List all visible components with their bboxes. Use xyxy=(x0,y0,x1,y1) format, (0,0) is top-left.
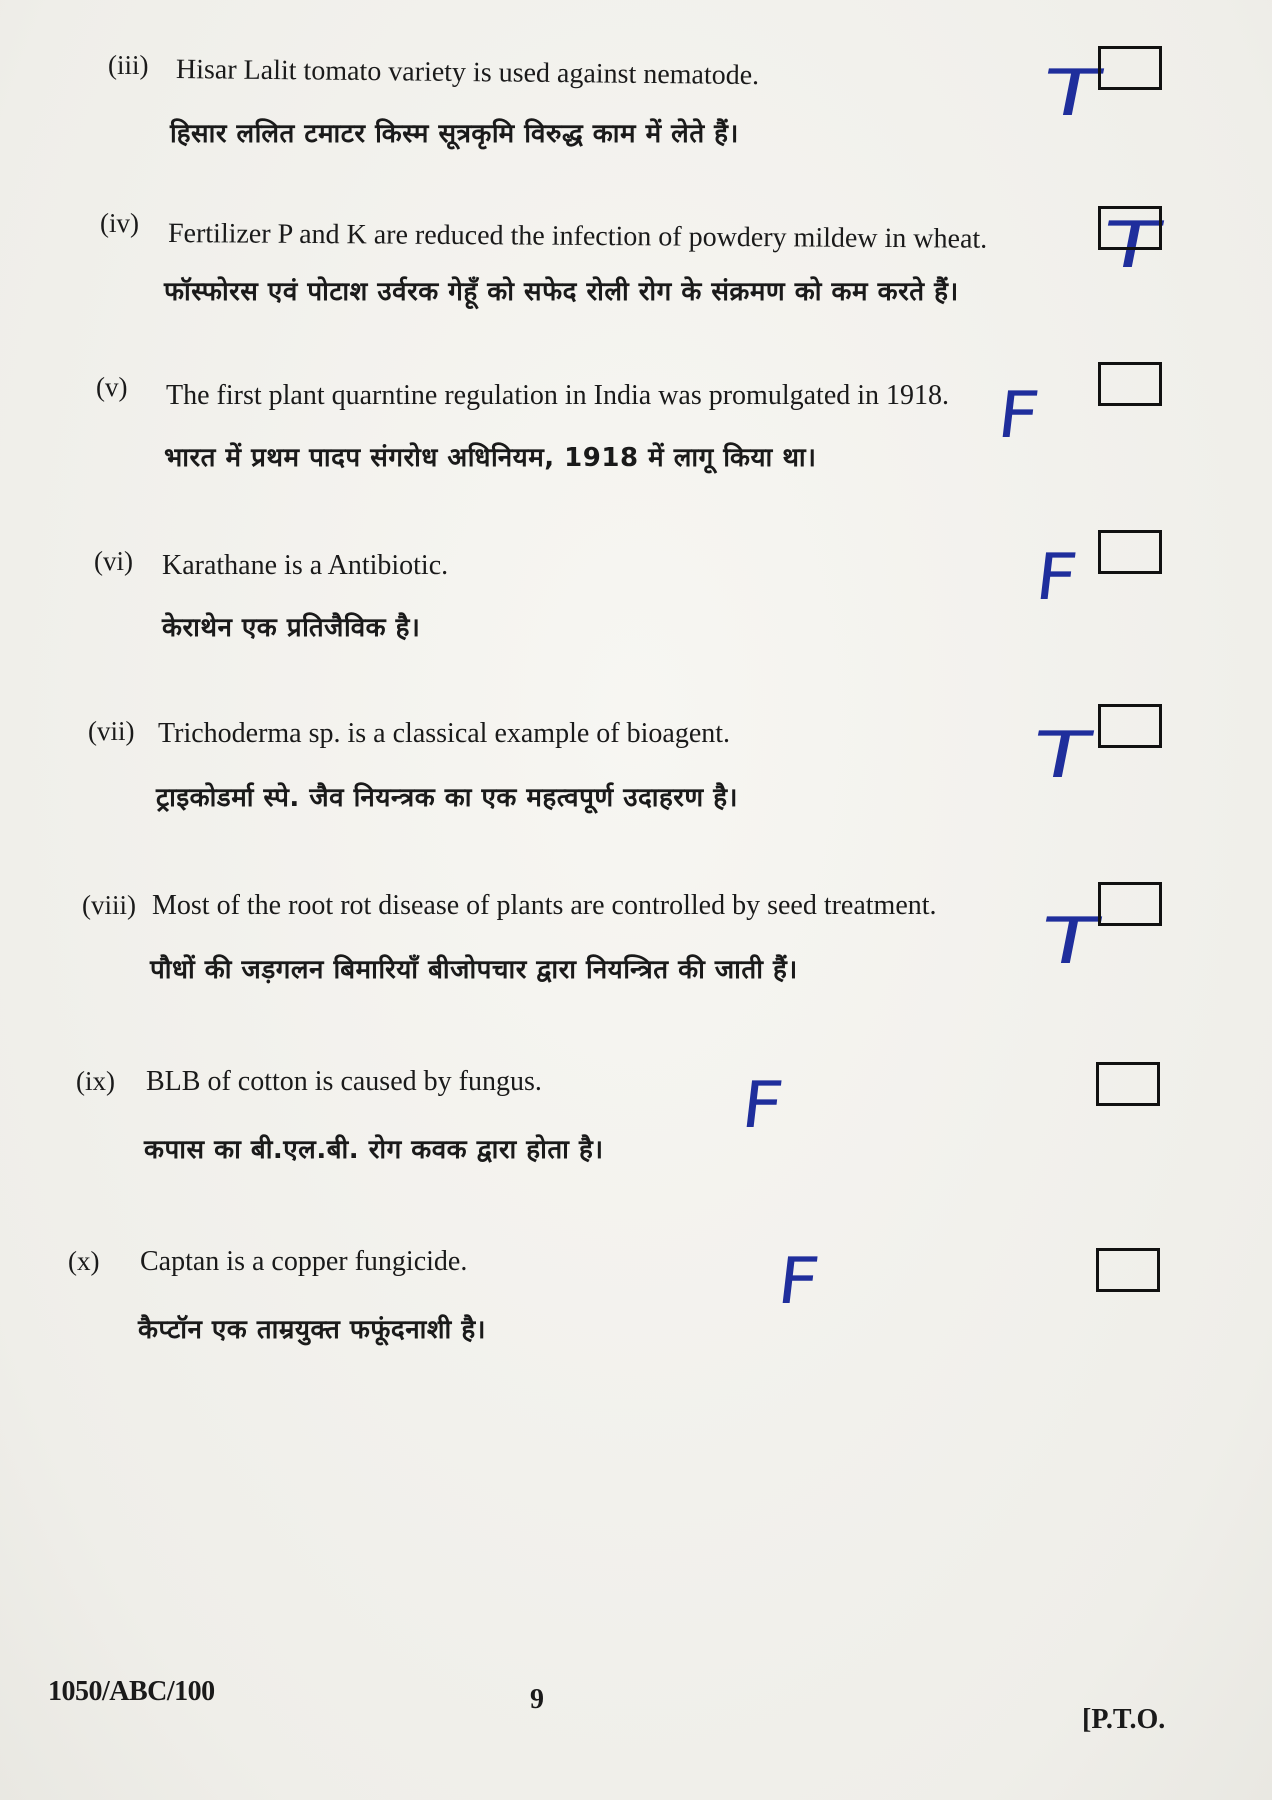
question-text-english: Hisar Lalit tomato variety is used against nematode. xyxy=(175,54,760,92)
question-text-english: Trichoderma sp. is a classical example of bioagent. xyxy=(158,718,731,749)
handwritten-answer-mark: F xyxy=(1031,541,1081,615)
please-turn-over: [P.T.O. xyxy=(1082,1704,1166,1735)
paper-code: 1050/ABC/100 xyxy=(48,1676,215,1707)
question-number: (vii) xyxy=(88,716,135,746)
handwritten-answer-mark: F xyxy=(993,379,1043,453)
question-text-english: Fertilizer P and K are reduced the infection of powdery mildew in wheat. xyxy=(167,218,988,255)
answer-checkbox[interactable] xyxy=(1098,530,1162,574)
handwritten-answer-mark: T xyxy=(1026,719,1097,793)
question-number: (ix) xyxy=(76,1066,115,1096)
answer-checkbox[interactable] xyxy=(1098,704,1162,748)
question-text-hindi: फॉस्फोरस एवं पोटाश उर्वरक गेहूँ को सफेद रोली रोग के संक्रमण को कम करते हैं। xyxy=(164,277,959,307)
question-text-hindi: हिसार ललित टमाटर किस्म सूत्रकृमि विरुद्ध काम में लेते हैं। xyxy=(170,119,739,149)
answer-checkbox[interactable] xyxy=(1098,206,1162,250)
answer-checkbox[interactable] xyxy=(1098,882,1162,926)
question-text-hindi: ट्राइकोडर्मा स्पे. जैव नियन्त्रक का एक महत्वपूर्ण उदाहरण है। xyxy=(156,783,738,813)
question-text-hindi: भारत में प्रथम पादप संगरोध अधिनियम, 1918 में लागू किया था। xyxy=(164,443,817,473)
answer-checkbox[interactable] xyxy=(1096,1248,1160,1292)
page-number: 9 xyxy=(530,1684,544,1715)
answer-checkbox[interactable] xyxy=(1096,1062,1160,1106)
question-number: (v) xyxy=(96,372,128,402)
question-number: (iii) xyxy=(108,50,149,80)
answer-checkbox[interactable] xyxy=(1098,362,1162,406)
question-text-english: Most of the root rot disease of plants are controlled by seed treatment. xyxy=(152,890,937,921)
question-number: (iv) xyxy=(100,208,139,238)
handwritten-answer-mark: T xyxy=(1036,57,1107,131)
handwritten-answer-mark: F xyxy=(737,1069,787,1143)
question-text-english: Captan is a copper fungicide. xyxy=(140,1246,468,1277)
question-text-hindi: कपास का बी.एल.बी. रोग कवक द्वारा होता है। xyxy=(144,1135,604,1165)
question-text-hindi: कैप्टॉन एक ताम्रयुक्त फफूंदनाशी है। xyxy=(138,1315,487,1345)
handwritten-answer-mark: F xyxy=(773,1245,823,1319)
question-text-english: Karathane is a Antibiotic. xyxy=(162,550,449,581)
question-text-hindi: पौधों की जड़गलन बिमारियाँ बीजोपचार द्वारा नियन्त्रित की जाती हैं। xyxy=(150,955,798,985)
handwritten-answer-mark: T xyxy=(1034,905,1105,979)
question-text-hindi: केराथेन एक प्रतिजैविक है। xyxy=(162,613,421,643)
question-text-english: The first plant quarntine regulation in India was promulgated in 1918. xyxy=(166,380,950,411)
question-number: (viii) xyxy=(82,890,136,920)
handwritten-answer-mark: T xyxy=(1096,209,1167,283)
question-number: (vi) xyxy=(94,546,133,576)
question-text-english: BLB of cotton is caused by fungus. xyxy=(146,1066,542,1097)
question-number: (x) xyxy=(68,1246,100,1276)
